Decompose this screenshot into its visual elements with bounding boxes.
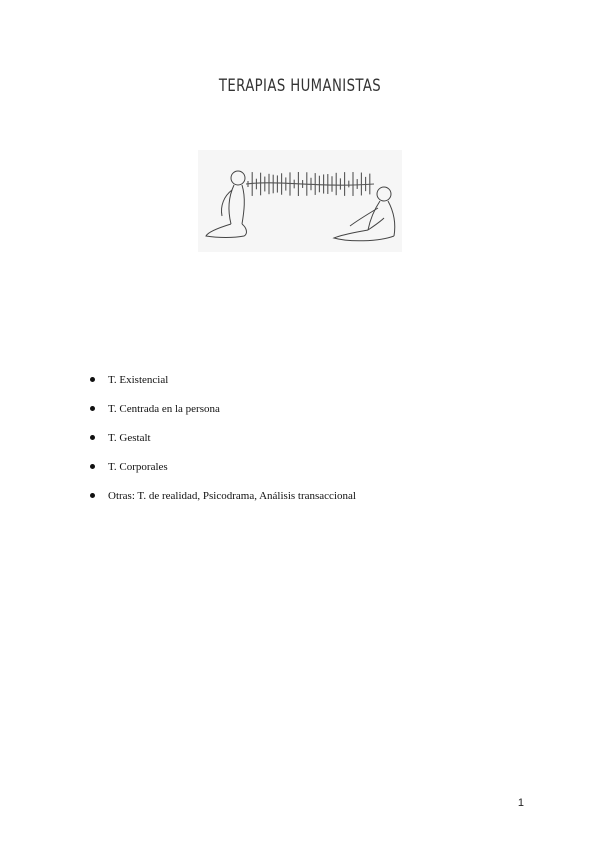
- therapy-list: [86, 369, 356, 514]
- list-item: T. Existencial: [86, 369, 356, 398]
- meditating-figures-illustration: [198, 150, 402, 252]
- bullet-icon: [90, 435, 95, 440]
- bullet-icon: [90, 493, 95, 498]
- list-item: T. Gestalt: [86, 427, 356, 456]
- list-item: Otras: T. de realidad, Psicodrama, Análisis transaccional: [86, 485, 356, 514]
- list-item: T. Corporales: [86, 456, 356, 485]
- page-number: 1: [517, 797, 524, 809]
- bullet-icon: [90, 406, 95, 411]
- bullet-icon: [90, 377, 95, 382]
- page-title: TERAPIAS HUMANISTAS: [218, 76, 382, 96]
- list-item: T. Centrada en la persona: [86, 398, 356, 427]
- bullet-icon: [90, 464, 95, 469]
